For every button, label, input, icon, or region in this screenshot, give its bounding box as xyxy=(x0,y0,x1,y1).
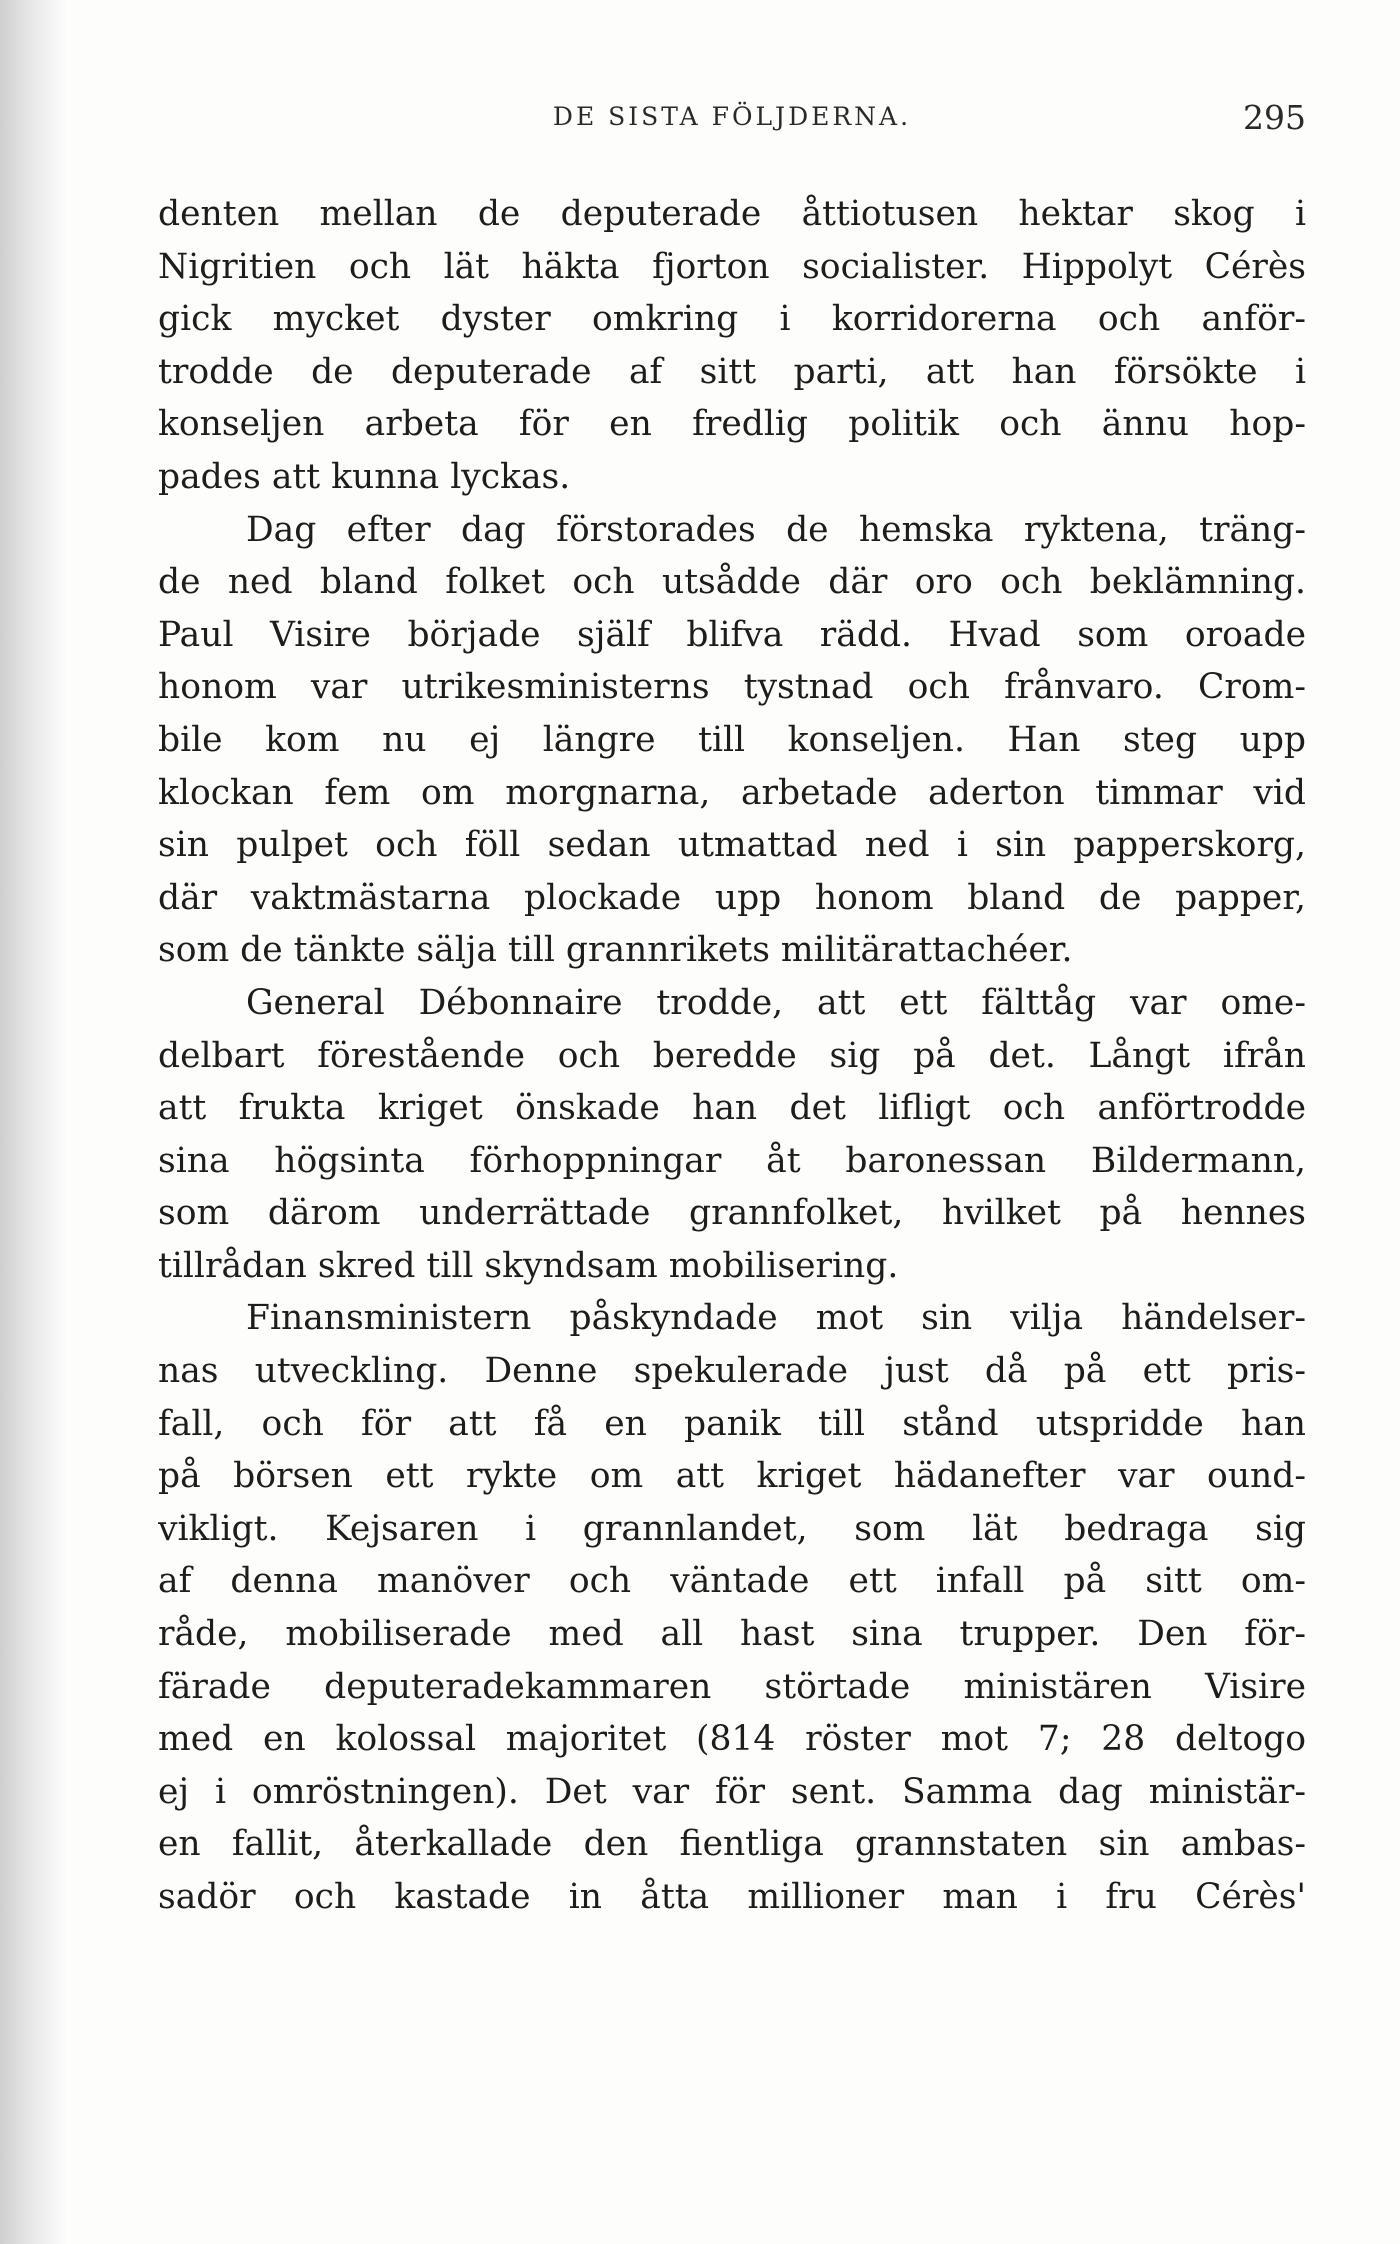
page-number: 295 xyxy=(1243,98,1306,137)
text-line: råde, mobiliserade med all hast sina trupper. Den för- xyxy=(158,1614,1306,1655)
text-line: Nigritien och lät häkta fjorton socialister. Hippolyt Cérès xyxy=(158,246,1306,287)
text-line: denten mellan de deputerade åttiotusen hektar skog i xyxy=(158,194,1306,234)
text-line: klockan fem om morgnarna, arbetade aderton timmar vid xyxy=(158,772,1306,813)
running-title: DE SISTA FÖLJDERNA. xyxy=(552,102,912,131)
text-line: som därom underrättade grannfolket, hvilket på hennes xyxy=(158,1193,1306,1234)
text-line: vikligt. Kejsaren i grannlandet, som lät bedraga sig xyxy=(158,1508,1306,1549)
text-line: tillrådan skred till skyndsam mobilisering. xyxy=(158,1245,899,1286)
text-line: konseljen arbeta för en fredlig politik och ännu hop- xyxy=(158,404,1306,445)
text-line: delbart förestående och beredde sig på det. Långt ifrån xyxy=(158,1035,1306,1076)
paragraph-first-line: Dag efter dag förstorades de hemska ryktena, träng- xyxy=(246,509,1306,550)
text-line: af denna manöver och väntade ett infall på sitt om- xyxy=(158,1561,1306,1602)
text-line: att frukta kriget önskade han det lifligt och anförtrodde xyxy=(158,1088,1306,1129)
text-line: färade deputeradekammaren störtade ministären Visire xyxy=(158,1666,1306,1707)
text-line: ej i omröstningen). Det var för sent. Samma dag ministär- xyxy=(158,1771,1306,1812)
text-line: de ned bland folket och utsådde där oro och beklämning. xyxy=(158,562,1306,603)
text-line: fall, och för att få en panik till stånd utspridde han xyxy=(158,1403,1306,1444)
text-line: bile kom nu ej längre till konseljen. Han steg upp xyxy=(158,719,1306,760)
text-line: pades att kunna lyckas. xyxy=(158,456,571,497)
text-line: med en kolossal majoritet (814 röster mot 7; 28 deltogo xyxy=(158,1719,1306,1760)
text-line: nas utveckling. Denne spekulerade just då på ett pris- xyxy=(158,1351,1306,1392)
binding-gutter-shadow xyxy=(0,0,70,2244)
text-line: sin pulpet och föll sedan utmattad ned i sin papperskorg, xyxy=(158,825,1306,866)
text-line: på börsen ett rykte om att kriget hädanefter var ound- xyxy=(158,1456,1306,1497)
book-page xyxy=(70,0,1400,2244)
paragraph-first-line: General Débonnaire trodde, att ett fälttåg var ome- xyxy=(246,982,1306,1023)
text-line: där vaktmästarna plockade upp honom bland de papper, xyxy=(158,877,1306,918)
text-line: en fallit, återkallade den fientliga grannstaten sin ambas- xyxy=(158,1824,1306,1865)
text-line: Paul Visire började själf blifva rädd. Hvad som oroade xyxy=(158,614,1306,655)
text-line: sina högsinta förhoppningar åt baronessan Bildermann, xyxy=(158,1140,1306,1181)
running-head xyxy=(158,98,1306,146)
text-line: som de tänkte sälja till grannrikets militärattachéer. xyxy=(158,930,1073,971)
text-line: sadör och kastade in åtta millioner man i fru Cérès' xyxy=(158,1877,1306,1917)
text-line: gick mycket dyster omkring i korridorerna och anför- xyxy=(158,299,1306,340)
body-text xyxy=(158,188,1306,1924)
paragraph-first-line: Finansministern påskyndade mot sin vilja händelser- xyxy=(246,1298,1306,1339)
text-line: trodde de deputerade af sitt parti, att han försökte i xyxy=(158,351,1306,392)
text-line: honom var utrikesministerns tystnad och frånvaro. Crom- xyxy=(158,667,1306,708)
